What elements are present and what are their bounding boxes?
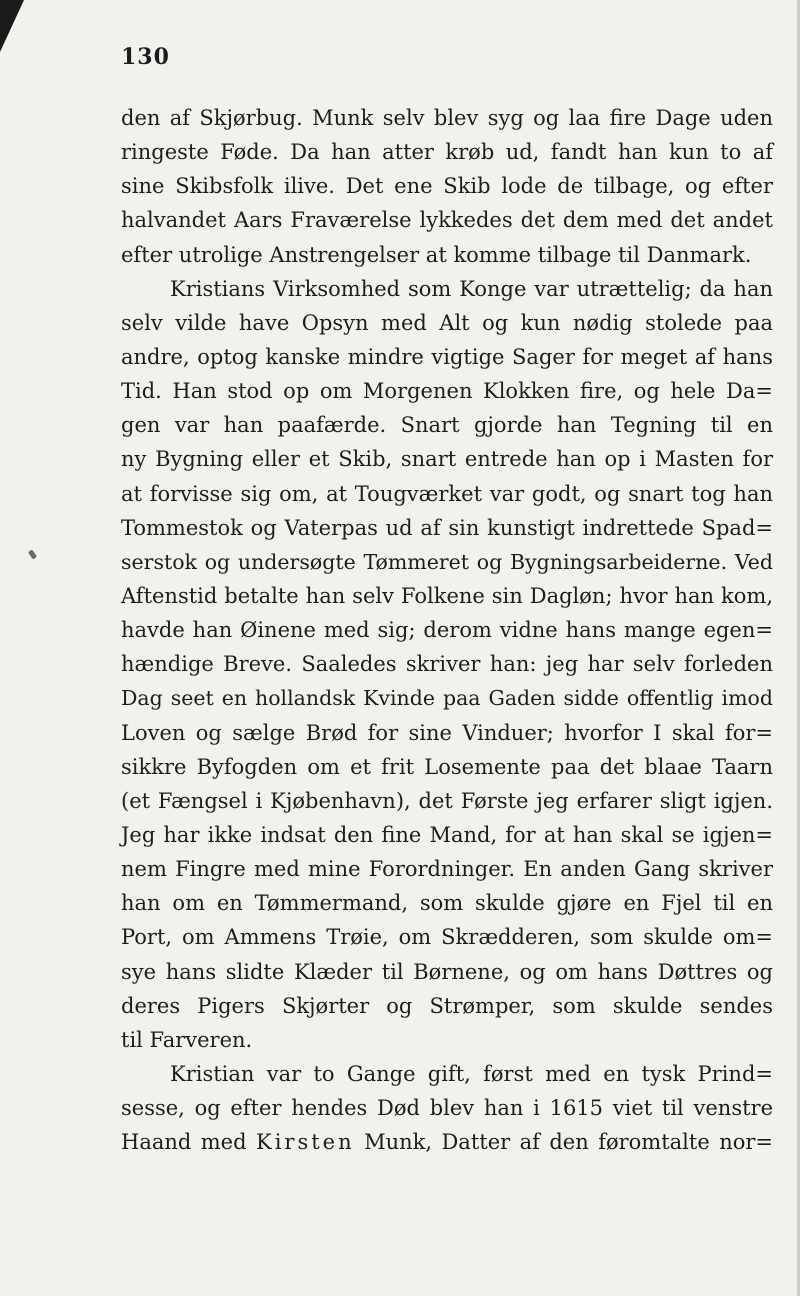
text-line: efter utrolige Anstrengelser at komme tilbage til Danmark. [121, 242, 752, 267]
text-line: Kristian var to Gange gift, først med en tysk Prind= [170, 1061, 773, 1086]
text-line: til Farveren. [121, 1027, 253, 1052]
text-line: Port, om Ammens Trøie, om Skrædderen, som skulde om= [121, 925, 773, 950]
body-text [121, 101, 773, 1159]
text-line: sine Skibsfolk ilive. Det ene Skib lode de tilbage, og efter [121, 174, 773, 199]
text-line: halvandet Aars Fraværelse lykkedes det dem med det andet [121, 208, 773, 233]
text-line: Dag seet en hollandsk Kvinde paa Gaden sidde offentlig imod [121, 686, 773, 711]
text-line: Aftenstid betalte han selv Folkene sin Dagløn; hvor han kom, [121, 583, 773, 608]
text-line: nem Fingre med mine Forordninger. En anden Gang skriver [121, 857, 773, 882]
text-line: (et Fængsel i Kjøbenhavn), det Første jeg erfarer sligt igjen. [121, 788, 773, 813]
final-line-start: Haand med [121, 1130, 256, 1155]
text-line: Tommestok og Vaterpas ud af sin kunstigt indrettede Spad= [121, 515, 773, 540]
page-corner-shadow [0, 0, 24, 52]
text-line: havde han Øinene med sig; derom vidne hans mange egen= [121, 618, 773, 643]
text-line: Kristians Virksomhed som Konge var utrættelig; da han [170, 276, 773, 301]
text-line: sye hans slidte Klæder til Børnene, og om hans Døttres og [121, 959, 773, 984]
spaced-name: Kirsten [256, 1130, 355, 1155]
text-line: ringeste Føde. Da han atter krøb ud, fandt han kun to af [121, 140, 773, 165]
text-line: andre, optog kanske mindre vigtige Sager for meget af hans [121, 344, 773, 369]
text-line-final [121, 1125, 773, 1159]
text-line: serstok og undersøgte Tømmeret og Bygningsarbeiderne. Ved [121, 549, 773, 574]
text-line: deres Pigers Skjørter og Strømper, som skulde sendes [121, 993, 773, 1018]
text-line: Loven og sælge Brød for sine Vinduer; hvorfor I skal for= [121, 720, 773, 745]
text-line: at forvisse sig om, at Tougværket var godt, og snart tog han [121, 481, 773, 506]
text-line: han om en Tømmermand, som skulde gjøre en Fjel til en [121, 891, 773, 916]
text-line: sesse, og efter hendes Død blev han i 1615 viet til venstre [121, 1096, 773, 1121]
text-line: Jeg har ikke indsat den fine Mand, for at han skal se igjen= [121, 822, 773, 847]
final-line-end: Munk, Datter af den føromtalte nor= [354, 1130, 773, 1155]
text-line: ny Bygning eller et Skib, snart entrede han op i Masten for [121, 447, 773, 472]
text-line: hændige Breve. Saaledes skriver han: jeg har selv forleden [121, 652, 773, 677]
text-line: gen var han paafærde. Snart gjorde han Tegning til en [121, 413, 773, 438]
page-number: 130 [121, 44, 170, 70]
text-line: Tid. Han stod op om Morgenen Klokken fire, og hele Da= [121, 379, 773, 404]
text-line: den af Skjørbug. Munk selv blev syg og laa fire Dage uden [121, 106, 773, 130]
ink-mark [28, 549, 37, 559]
text-line: selv vilde have Opsyn med Alt og kun nødig stolede paa [121, 310, 773, 335]
text-line: sikkre Byfogden om et frit Losemente paa det blaae Taarn [121, 754, 773, 779]
